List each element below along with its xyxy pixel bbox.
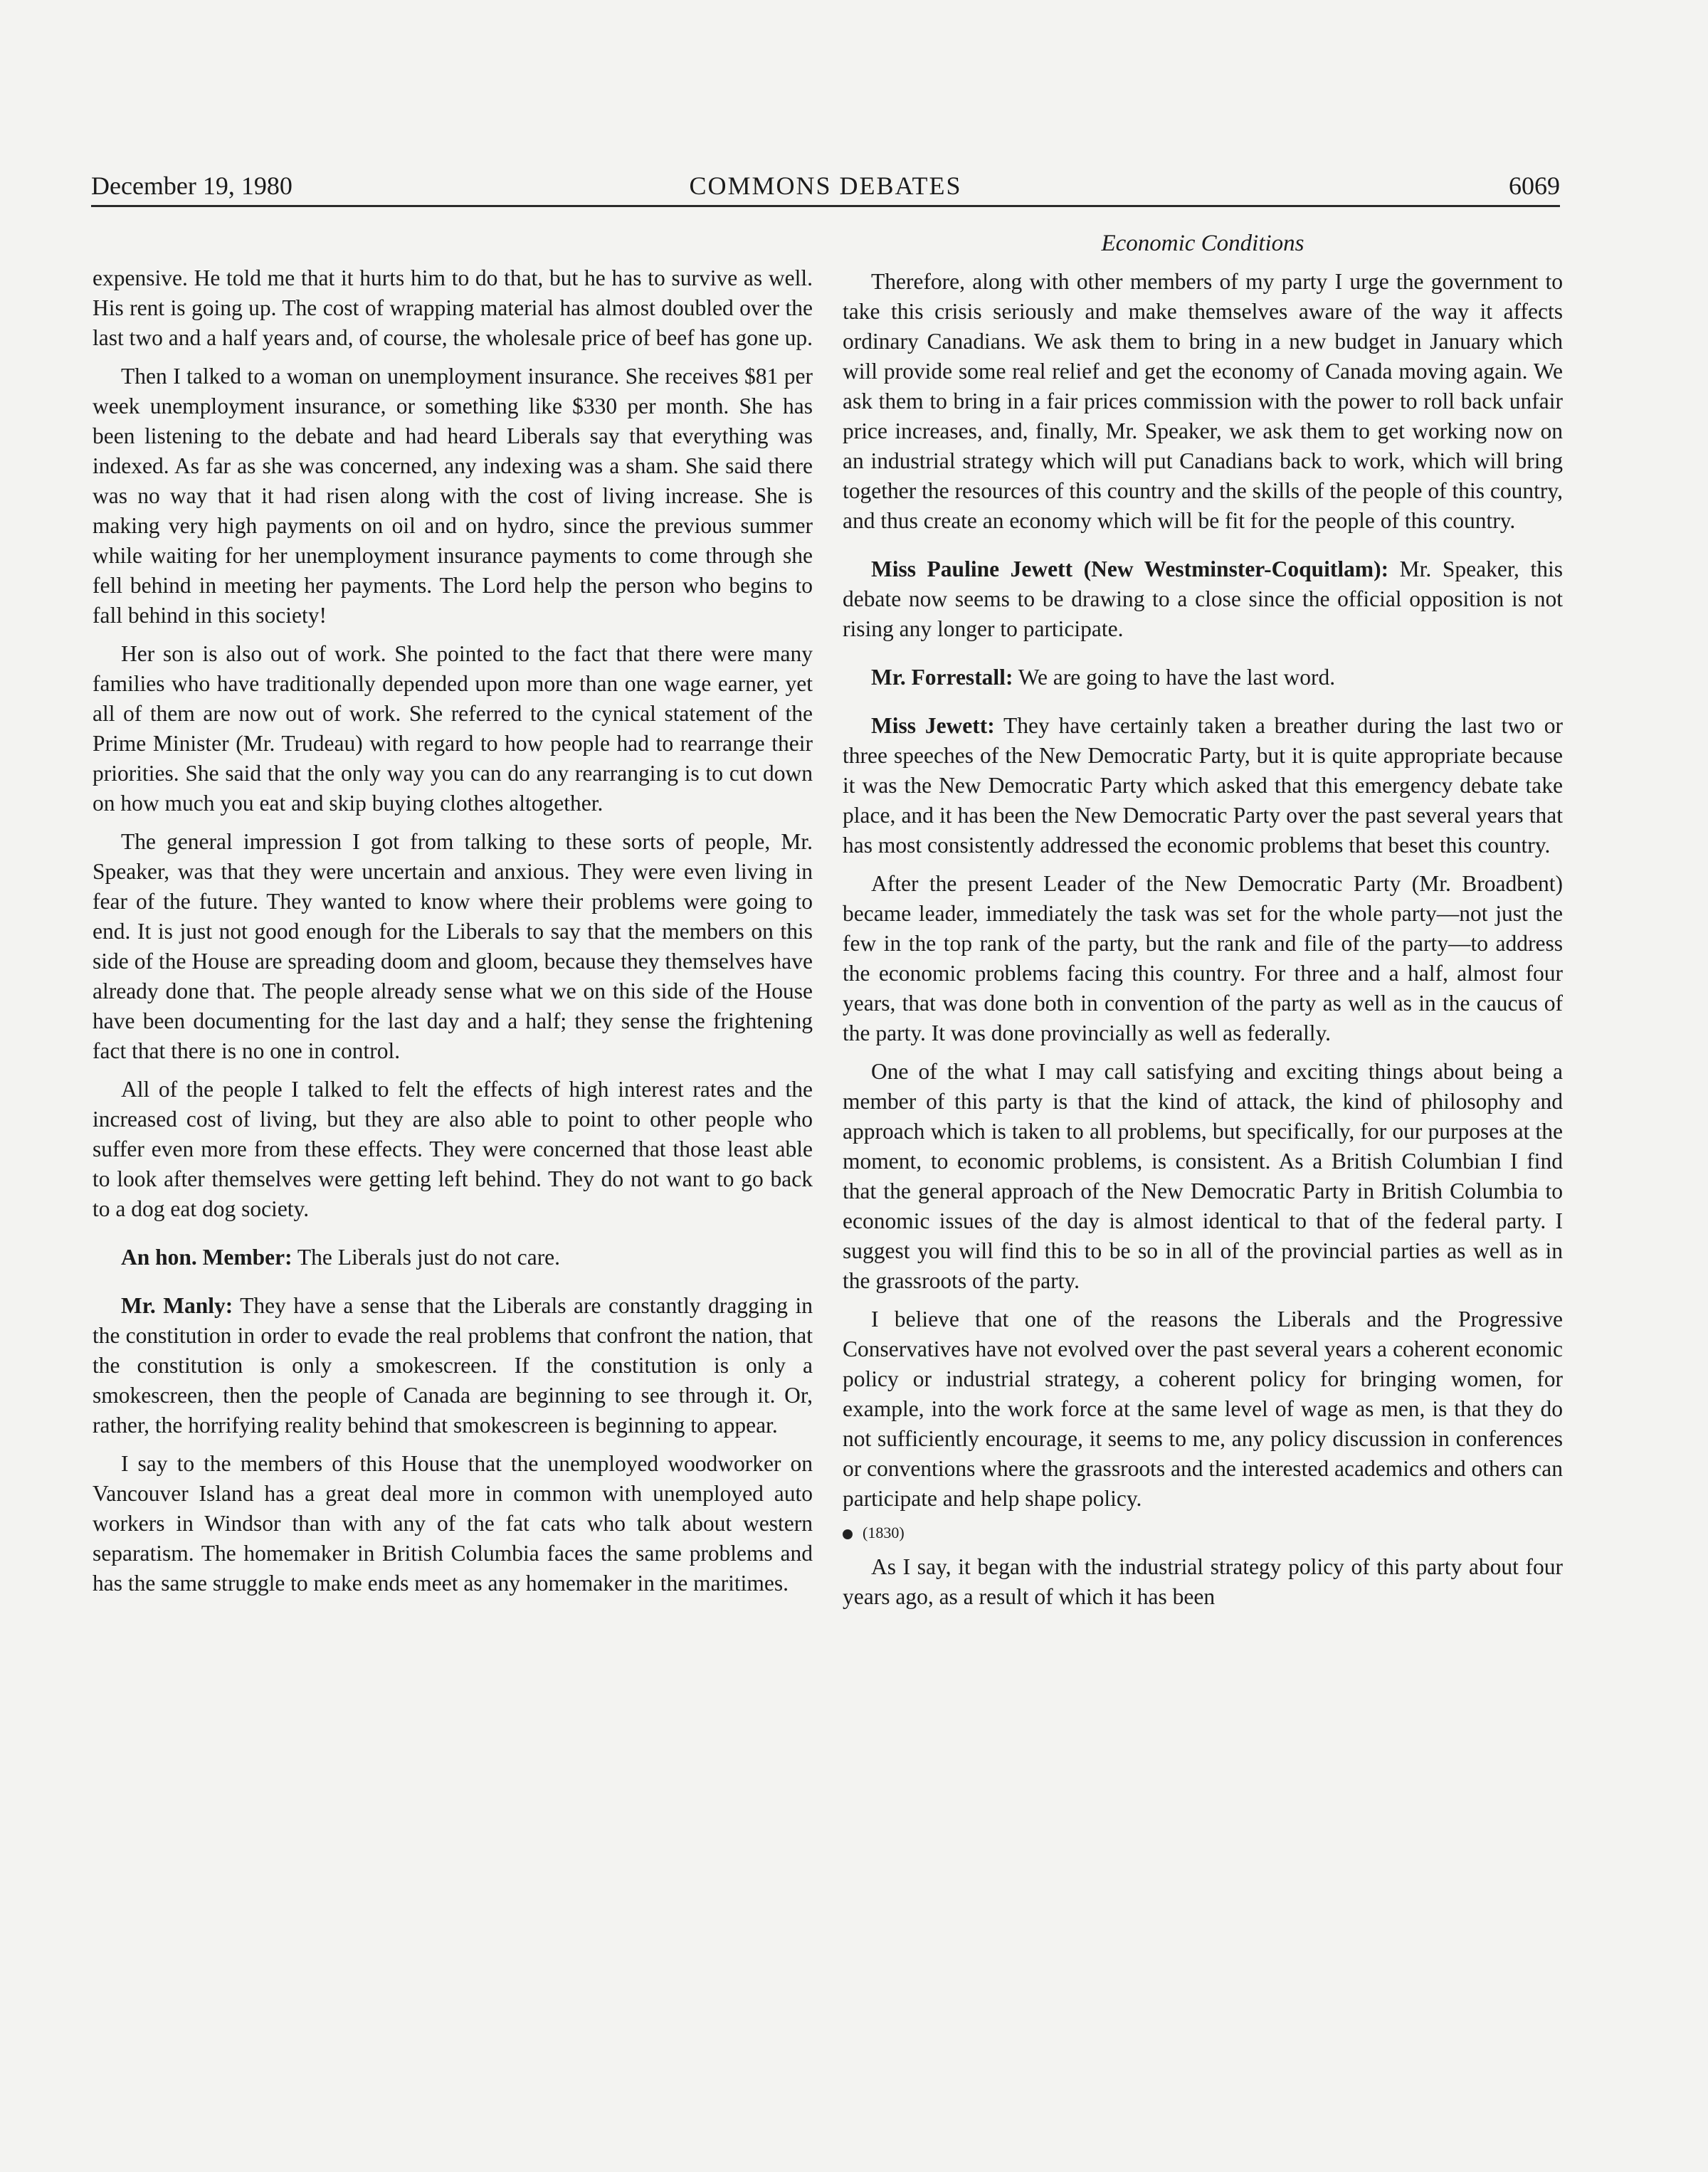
speaker-name: Mr. Manly: — [121, 1293, 233, 1318]
header-page-number: 6069 — [1509, 172, 1560, 200]
speech-paragraph — [843, 711, 1563, 860]
left-column — [93, 263, 813, 1607]
speech-paragraph — [843, 554, 1563, 644]
paragraph: After the present Leader of the New Democratic Party (Mr. Broadbent) became leader, immediately the task was set for the whole party—not just the few in the top rank of the party, but the rank and file of the party—to address the economic problems facing this country. For three and a half, almost four years, that was done both in convention of the party as well as in the caucus of the party. It was done provincially as well as federally. — [843, 871, 1563, 1045]
speaker-name: An hon. Member: — [121, 1245, 292, 1270]
paragraph: All of the people I talked to felt the effects of high interest rates and the increased cost of living, but they are also able to point to other people who suffer even more from these effects. They were concerned that those least able to look after themselves were getting left behind. They do not want to go back to a dog eat dog society. — [93, 1077, 813, 1221]
header-title: COMMONS DEBATES — [689, 172, 962, 200]
speaker-name: Miss Jewett: — [871, 713, 995, 738]
page-header — [91, 171, 1560, 207]
bullet-icon — [843, 1529, 853, 1539]
speaker-name: Miss Pauline Jewett (New Westminster-Coquitlam): — [871, 557, 1389, 581]
time-marker — [843, 1522, 1563, 1544]
speaker-name: Mr. Forrestall: — [871, 665, 1013, 690]
speech-text: They have a sense that the Liberals are constantly dragging in the constitution in order to evade the real problems that confront the nation, that the constitution is only a smokescreen. If the constitution is only a smokescreen, then the people of Canada are beginning to see through it. Or, rather, the horrifying reality behind that smokescreen is beginning to appear. — [93, 1293, 813, 1438]
paragraph: I say to the members of this House that the unemployed woodworker on Vancouver Island has a great deal more in common with unemployed auto workers in Windsor than with any of the fat cats who talk about western separatism. The homemaker in British Columbia faces the same problems and has the same struggle to make ends meet as any homemaker in the maritimes. — [93, 1451, 813, 1596]
time-marker-text: (1830) — [863, 1524, 905, 1541]
paragraph: Her son is also out of work. She pointed to the fact that there were many families who have traditionally depended upon more than one wage earner, yet all of them are now out of work. She referred to the cynical statement of the Prime Minister (Mr. Trudeau) with regard to how people had to rearrange their priorities. She said that the only way you can do any rearranging is to cut down on how much you eat and skip buying clothes altogether. — [93, 641, 813, 816]
paragraph: Therefore, along with other members of my party I urge the government to take this crisis seriously and make themselves aware of the way it affects ordinary Canadians. We ask them to bring in a new budget in January which will provide some real relief and get the economy of Canada moving again. We ask them to bring in a fair prices commission with the power to roll back unfair price increases, and, finally, Mr. Speaker, we ask them to get working now on an industrial strategy which will put Canadians back to work, which will bring together the resources of this country and the skills of the people of this country, and thus create an economy which will be fit for the people of this country. — [843, 269, 1563, 533]
paragraph: One of the what I may call satisfying and exciting things about being a member of this party is that the kind of attack, the kind of philosophy and approach which is taken to all problems, but specifically, for our purposes at the moment, to economic problems, is consistent. As a British Columbian I find that the general approach of the New Democratic Party in British Columbia to economic issues of the day is almost identical to that of the federal party. I suggest you will find this to be so in all of the provincial parties as well as in the grassroots of the party. — [843, 1059, 1563, 1293]
speech-paragraph — [93, 1243, 813, 1272]
header-date: December 19, 1980 — [91, 172, 292, 200]
speech-text: They have certainly taken a breather during the last two or three speeches of the New Democratic Party, but it is quite appropriate because it was the New Democratic Party which asked that this emergency debate take place, and it has been the New Democratic Party over the past several years that has most consistently addressed the economic problems that beset this country. — [843, 713, 1563, 858]
subject-heading: Economic Conditions — [1101, 231, 1304, 256]
paragraph: Then I talked to a woman on unemployment insurance. She receives $81 per week unemployment insurance, or something like $330 per month. She has been listening to the debate and had heard Liberals say that everything was indexed. As far as she was concerned, any indexing was a sham. She said there was no way that it had risen along with the cost of living increase. She is making very high payments on oil and on hydro, since the previous summer while waiting for her unemployment insurance payments to come through she fell behind in meeting her payments. The Lord help the person who begins to fall behind in this society! — [93, 364, 813, 628]
speech-paragraph — [843, 663, 1563, 692]
speech-text: Mr. Speaker, this debate now seems to be drawing to a close since the official opposition is not rising any longer to participate. — [843, 557, 1563, 641]
paragraph: The general impression I got from talking to these sorts of people, Mr. Speaker, was that they were uncertain and anxious. They were even living in fear of the future. They wanted to know where their problems were going to end. It is just not good enough for the Liberals to say that the members on this side of the House are spreading doom and gloom, because they themselves have already done that. The people already sense what we on this side of the House have been documenting for the last day and a half; they sense the frightening fact that there is no one in control. — [93, 829, 813, 1063]
paragraph: expensive. He told me that it hurts him to do that, but he has to survive as well. His rent is going up. The cost of wrapping material has almost doubled over the last two and a half years and, of course, the wholesale price of beef has gone up. — [93, 265, 813, 350]
paragraph: I believe that one of the reasons the Liberals and the Progressive Conservatives have not evolved over the past several years a coherent economic policy or industrial strategy, a coherent policy for bringing women, for example, into the work force at the same level of wage as men, is that they do not sufficiently encourage, it seems to me, any policy discussion in conferences or conventions where the grassroots and the interested academics and others can participate and help shape policy. — [843, 1307, 1564, 1511]
right-column — [843, 228, 1563, 1620]
speech-text: The Liberals just do not care. — [292, 1245, 561, 1270]
paragraph: As I say, it began with the industrial strategy policy of this party about four years ago, as a result of which it has been — [843, 1554, 1563, 1609]
speech-paragraph — [93, 1291, 813, 1440]
speech-text: We are going to have the last word. — [1013, 665, 1336, 690]
